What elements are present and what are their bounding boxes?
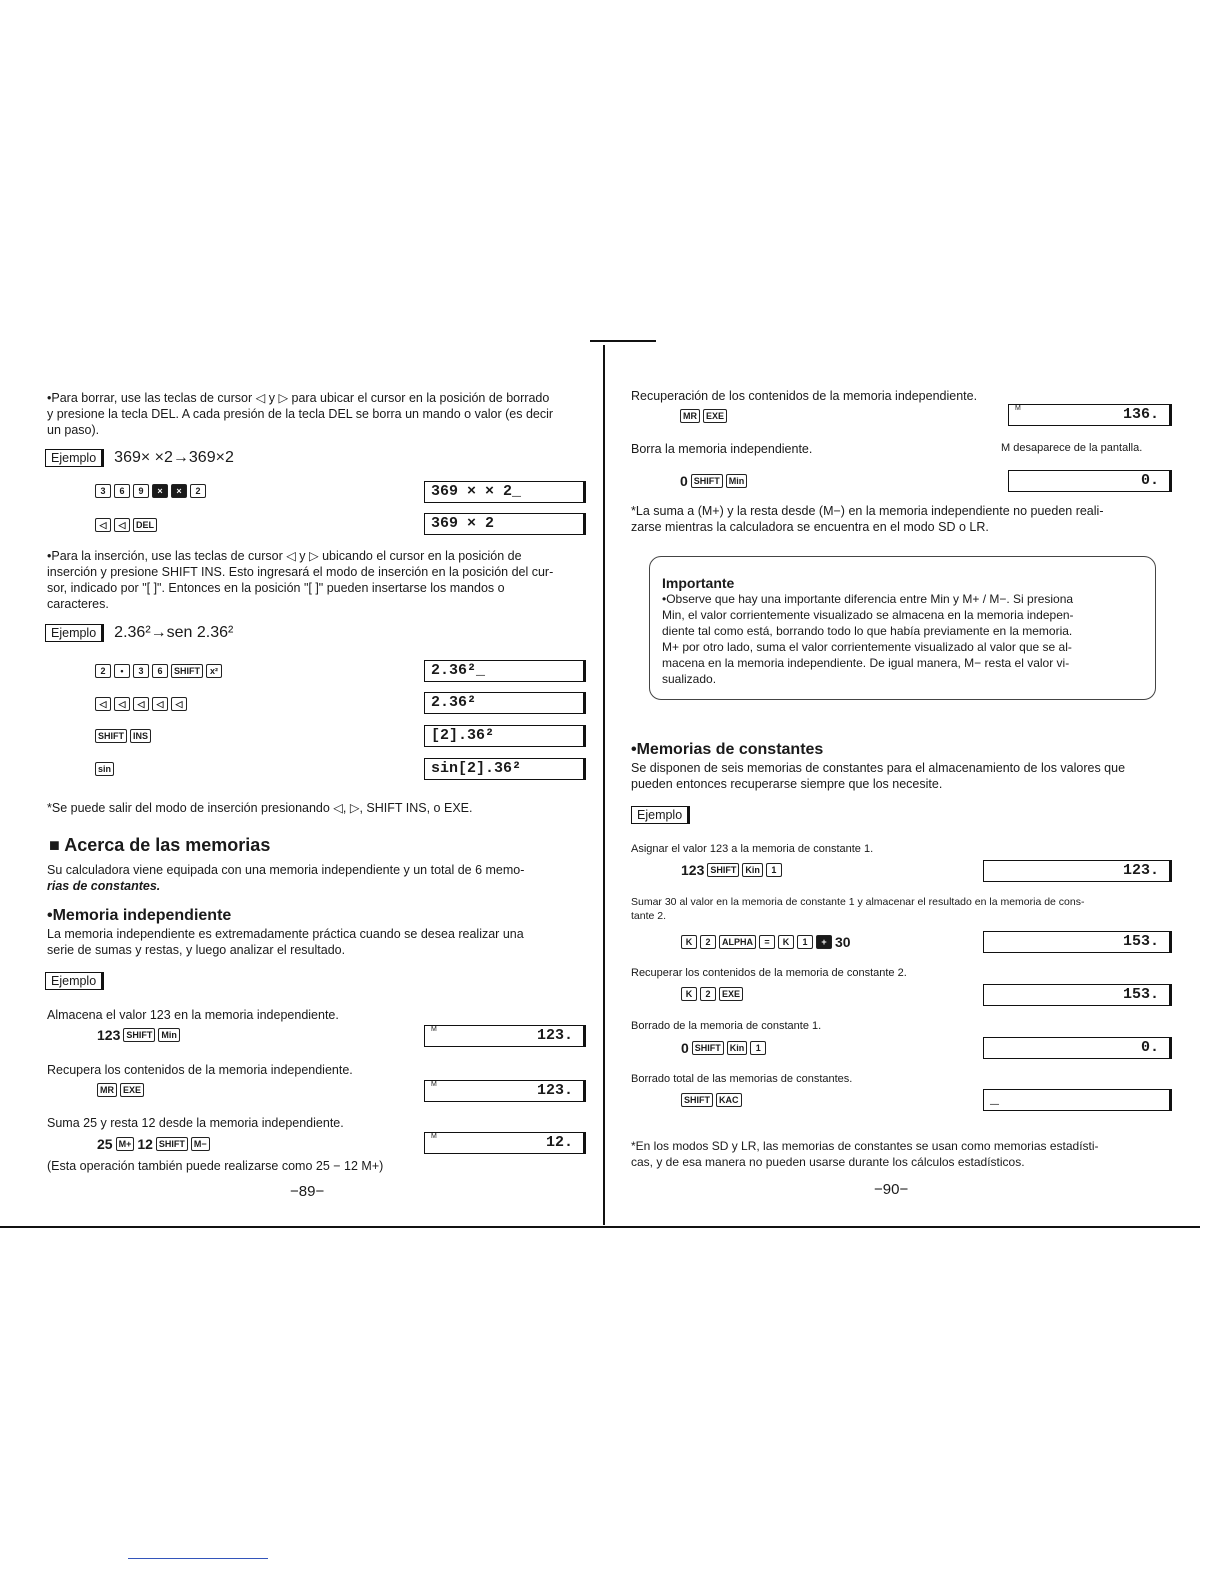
key-decimal: • (114, 664, 130, 678)
key-shift: SHIFT (123, 1028, 155, 1042)
key-mr: MR (680, 409, 700, 423)
example-3-header (45, 972, 104, 990)
key-9: 9 (133, 484, 149, 498)
key-exe: EXE (719, 987, 743, 1001)
calc-display: _ (983, 1089, 1172, 1111)
page-gutter-line (603, 345, 605, 1225)
left-paragraph-delete: •Para borrar, use las teclas de cursor ◁ y ▷ para ubicar el cursor en la posición de borrado y presione la tecla DEL. A cada presión de la tecla DEL se borra un mando o valor (es decir un paso). (47, 391, 554, 437)
r1-keys (680, 409, 729, 423)
calc-display: M 123. (424, 1080, 586, 1102)
c2-text: Sumar 30 al valor en la memoria de constante 1 y almacenar el resultado en la memoria de cons- tante 2. (631, 896, 1085, 922)
calc-display: sin[2].36² (424, 758, 586, 780)
key-shift: SHIFT (156, 1137, 188, 1151)
key-k: K (681, 935, 697, 949)
importante-title: Importante (662, 575, 735, 591)
key-alpha: ALPHA (719, 935, 756, 949)
c2-keys: K 2 ALPHA = K 1 + 30 (681, 934, 853, 950)
key-k: K (778, 935, 794, 949)
ex2-key-sequence-3 (95, 729, 153, 743)
calc-display: M 12. (424, 1132, 586, 1154)
independent-memory-description: La memoria independiente es extremadamente práctica cuando se desea realizar una serie de sumas y restas, y luego analizar el resultado. (47, 927, 524, 957)
key-left-cursor: ◁ (114, 697, 130, 711)
key-mr: MR (97, 1083, 117, 1097)
memory-intro: Su calculadora viene equipada con una memoria independiente y un total de 6 memo- rias de constantes. (47, 863, 525, 893)
key-kin: Kin (742, 863, 763, 877)
ejemplo-label: Ejemplo (45, 972, 104, 990)
key-2: 2 (700, 987, 716, 1001)
c5-keys (681, 1093, 744, 1107)
calc-display: 2.36²_ (424, 660, 586, 682)
importante-box (649, 556, 1156, 700)
calc-display: 153. (983, 984, 1172, 1006)
key-ins: INS (130, 729, 151, 743)
calc-display: 123. (983, 860, 1172, 882)
key-kin: Kin (727, 1041, 748, 1055)
section-title: ■ Acerca de las memorias (49, 835, 271, 855)
example-1-header (45, 449, 234, 467)
key-min: Min (726, 474, 748, 488)
key-k: K (681, 987, 697, 1001)
c5-text: Borrado total de las memorias de constantes. (631, 1073, 853, 1085)
r-note-1: *La suma a (M+) y la resta desde (M−) en la memoria independiente no pueden reali- zarse mientras la calculadora se encuentra en el modo SD o LR. (631, 504, 1104, 534)
example-formula: 2.36²→sen 2.36² (114, 624, 234, 641)
c1-keys: 123 SHIFT Kin 1 (681, 862, 784, 878)
ejemplo-label: Ejemplo (45, 449, 104, 467)
key-3: 3 (95, 484, 111, 498)
key-shift: SHIFT (691, 474, 723, 488)
key-left-cursor: ◁ (152, 697, 168, 711)
key-multiply: × (171, 484, 187, 498)
ejemplo-label: Ejemplo (631, 806, 690, 824)
calc-display: [2].36² (424, 725, 586, 747)
calc-display: M 136. (1008, 404, 1172, 426)
c4-keys: 0 SHIFT Kin 1 (681, 1040, 768, 1056)
ex2-key-sequence-4 (95, 762, 116, 776)
key-min: Min (158, 1028, 180, 1042)
gutter-mark (590, 340, 656, 342)
step-2-text: Recupera los contenidos de la memoria independiente. (47, 1063, 353, 1077)
key-sin: sin (95, 762, 114, 776)
key-m-plus: M+ (116, 1137, 135, 1151)
step-1-text: Almacena el valor 123 en la memoria independiente. (47, 1008, 339, 1022)
c3-text: Recuperar los contenidos de la memoria de constante 2. (631, 967, 907, 979)
key-shift: SHIFT (95, 729, 127, 743)
decorative-line (128, 1558, 268, 1559)
calc-display: 369 × 2 (424, 513, 586, 535)
r2-note: M desaparece de la pantalla. (1001, 442, 1143, 454)
constants-description: Se disponen de seis memorias de constantes para el almacenamiento de los valores que pueden entonces recuperarse siempre que los necesite. (631, 761, 1126, 791)
ex2-key-sequence-2 (95, 697, 189, 711)
key-m-minus: M− (191, 1137, 210, 1151)
key-multiply: × (152, 484, 168, 498)
key-1: 1 (766, 863, 782, 877)
key-exe: EXE (703, 409, 727, 423)
key-2: 2 (190, 484, 206, 498)
ex2-key-sequence-1 (95, 664, 224, 678)
key-2: 2 (95, 664, 111, 678)
calc-display: 153. (983, 931, 1172, 953)
constants-title: •Memorias de constantes (631, 741, 824, 758)
key-plus: + (816, 935, 832, 949)
key-del: DEL (133, 518, 157, 532)
importante-text: •Observe que hay una importante diferencia entre Min y M+ / M−. Si presiona Min, el valor corrientemente visualizado se almacena en la memoria indepen- diente tal como está, borrando todo lo que había previamente en la memoria. M+ por otro lado, suma el valor corrientemente visualizado al valor que se al- macena en la memoria independiente. De igual manera, M− resta el valor vi- sualizado. (662, 592, 1074, 686)
key-left-cursor: ◁ (95, 518, 111, 532)
c3-keys (681, 987, 745, 1001)
key-left-cursor: ◁ (95, 697, 111, 711)
page-number-left: −89− (290, 1183, 325, 1200)
step-2-keys (97, 1083, 146, 1097)
calc-display: 0. (1008, 470, 1172, 492)
calc-display: 0. (983, 1037, 1172, 1059)
calc-display: M 123. (424, 1025, 586, 1047)
step-3-keys: 25 M+ 12 SHIFT M− (97, 1136, 212, 1152)
step-3-note: (Esta operación también puede realizarse como 25 − 12 M+) (47, 1159, 384, 1173)
key-3: 3 (133, 664, 149, 678)
ex1-key-sequence-1 (95, 484, 208, 498)
c4-text: Borrado de la memoria de constante 1. (631, 1020, 822, 1032)
key-left-cursor: ◁ (114, 518, 130, 532)
ex1-key-sequence-2 (95, 518, 159, 532)
note-insertion-exit: *Se puede salir del modo de inserción presionando ◁, ▷, SHIFT INS, o EXE. (47, 801, 473, 815)
r2-text: Borra la memoria independiente. (631, 442, 813, 456)
key-6: 6 (152, 664, 168, 678)
key-2: 2 (700, 935, 716, 949)
key-left-cursor: ◁ (171, 697, 187, 711)
c1-text: Asignar el valor 123 a la memoria de constante 1. (631, 843, 874, 855)
calc-display: 369 × × 2_ (424, 481, 586, 503)
r-note-2: *En los modos SD y LR, las memorias de constantes se usan como memorias estadísti- cas, y de esa manera no pueden usarse durante los cálculos estadísticos. (631, 1139, 1099, 1169)
key-square: x² (206, 664, 222, 678)
r2-keys: 0 SHIFT Min (680, 473, 749, 489)
key-6: 6 (114, 484, 130, 498)
calc-display: 2.36² (424, 692, 586, 714)
key-1: 1 (750, 1041, 766, 1055)
key-1: 1 (797, 935, 813, 949)
step-1-keys: 123 SHIFT Min (97, 1027, 182, 1043)
key-left-cursor: ◁ (133, 697, 149, 711)
bottom-rule (0, 1226, 1200, 1228)
page-number-right: −90− (874, 1181, 909, 1198)
key-shift: SHIFT (681, 1093, 713, 1107)
subsection-title: •Memoria independiente (47, 907, 232, 924)
left-paragraph-insert: •Para la inserción, use las teclas de cursor ◁ y ▷ ubicando el cursor en la posición de inserción y presione SHIFT INS. Esto ingresará el modo de inserción en la posición del cur- sor, indicado por "[ ]". Entonces en la posición "[ ]" pueden insertarse los mandos o caracteres. (47, 549, 554, 611)
example-constants-header (631, 806, 690, 824)
key-shift: SHIFT (707, 863, 739, 877)
example-formula: 369× ×2→369×2 (114, 449, 234, 466)
r1-text: Recuperación de los contenidos de la memoria independiente. (631, 389, 978, 403)
key-exe: EXE (120, 1083, 144, 1097)
example-2-header (45, 624, 233, 642)
key-shift: SHIFT (692, 1041, 724, 1055)
key-shift: SHIFT (171, 664, 203, 678)
step-3-text: Suma 25 y resta 12 desde la memoria independiente. (47, 1116, 344, 1130)
key-kac: KAC (716, 1093, 742, 1107)
ejemplo-label: Ejemplo (45, 624, 104, 642)
key-equals: = (759, 935, 775, 949)
